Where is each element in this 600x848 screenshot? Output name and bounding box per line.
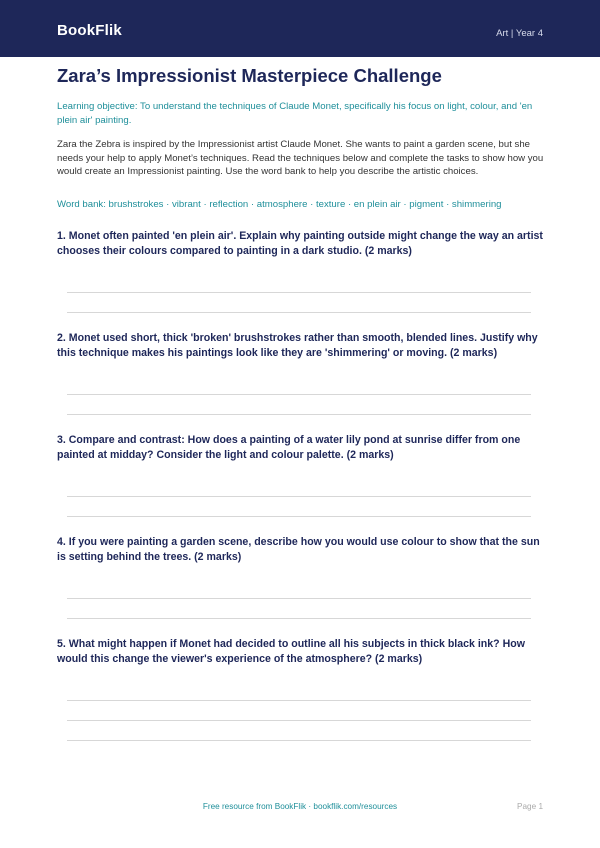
answer-line[interactable] <box>67 312 531 313</box>
question-2: 2. Monet used short, thick 'broken' brushstrokes rather than smooth, blended lines. Justify why this technique makes his paintings look like they are 'shimmering' or moving. (2 marks) <box>57 332 538 359</box>
answer-line[interactable] <box>67 598 531 599</box>
question-3: 3. Compare and contrast: How does a painting of a water lily pond at sunrise differ from one painted at midday? Consider the light and colour palette. (2 marks) <box>57 434 521 461</box>
page-number: Page 1 <box>517 802 543 811</box>
subject-year-label: Art | Year 4 <box>496 28 543 39</box>
question-4: 4. If you were painting a garden scene, describe how you would use colour to show that the sun is setting behind the trees. (2 marks) <box>57 536 540 563</box>
answer-line[interactable] <box>67 740 531 741</box>
answer-line[interactable] <box>67 496 531 497</box>
footer-credit[interactable]: Free resource from BookFlik · bookflik.com/resources <box>202 802 398 811</box>
question-5: 5. What might happen if Monet had decided to outline all his subjects in thick black ink? How would this change the viewer's experience of the atmosphere? (2 marks) <box>57 638 525 665</box>
answer-line[interactable] <box>67 292 531 293</box>
question-1: 1. Monet often painted 'en plein air'. Explain why painting outside might change the way an artist chooses their colours compared to painting in a dark studio. (2 marks) <box>57 230 543 257</box>
answer-line[interactable] <box>67 700 531 701</box>
brand-logo[interactable]: BookFlik <box>57 22 122 39</box>
word-bank: Word bank: brushstrokes · vibrant · reflection · atmosphere · texture · en plein air · pigment · shimmering <box>57 199 502 210</box>
answer-line[interactable] <box>67 720 531 721</box>
worksheet-title: Zara’s Impressionist Masterpiece Challenge <box>57 65 442 86</box>
answer-line[interactable] <box>67 618 531 619</box>
answer-line[interactable] <box>67 516 531 517</box>
learning-objective: Learning objective: To understand the techniques of Claude Monet, specifically his focus on light, colour, and 'en plein air' painting. <box>57 101 533 126</box>
answer-line[interactable] <box>67 394 531 395</box>
page-header <box>0 0 600 57</box>
answer-line[interactable] <box>67 414 531 415</box>
intro-paragraph: Zara the Zebra is inspired by the Impressionist artist Claude Monet. She wants to paint a garden scene, but she needs your help to apply Monet’s techniques. Read the techniques below and complete the tasks to show how you would create an Impressionist painting. Use the word bank to help you describe the artistic choices. <box>57 139 544 177</box>
